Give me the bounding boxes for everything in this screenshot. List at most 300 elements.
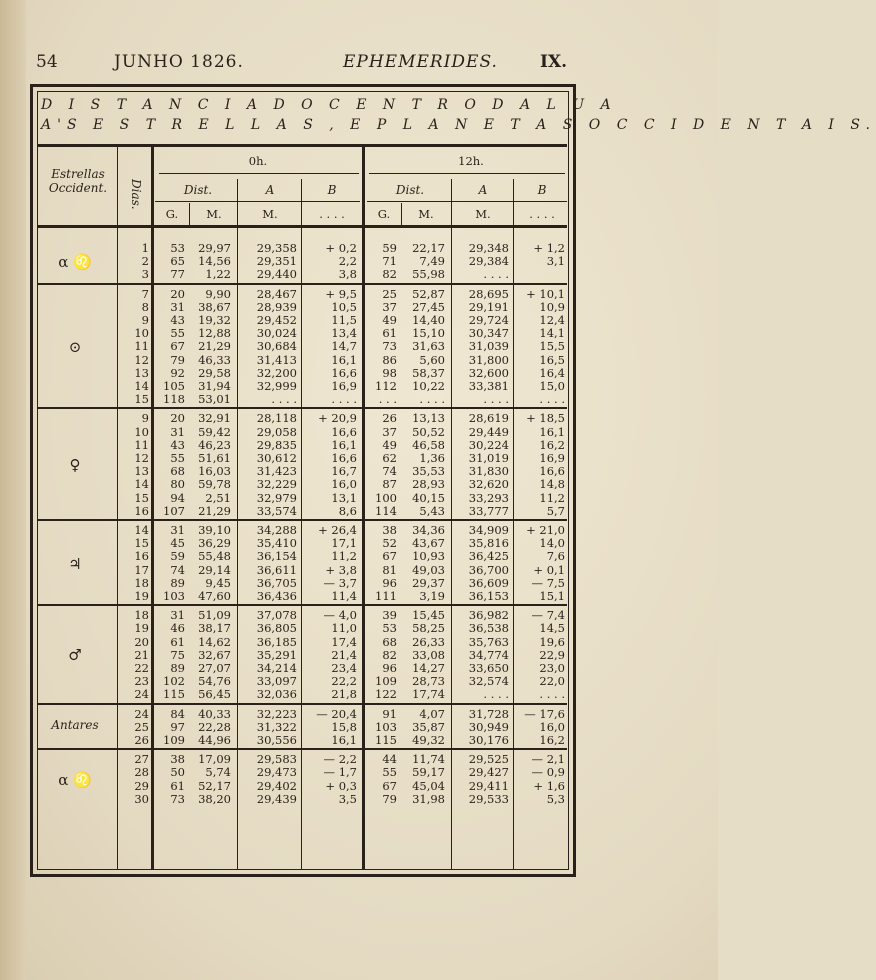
table-cell: 35,53 xyxy=(412,464,445,479)
table-cell: 30,612 xyxy=(256,451,297,465)
table-cell: 17 xyxy=(134,562,149,577)
table-cell: 22,2 xyxy=(331,674,357,689)
table-cell: 29,37 xyxy=(412,575,445,590)
table-cell: 118 xyxy=(163,392,185,407)
table-cell: 59 xyxy=(170,549,185,564)
table-cell: 40,33 xyxy=(198,706,231,721)
table-cell: 29,384 xyxy=(468,254,509,269)
table-cell: + 0,1 xyxy=(533,562,565,577)
table-cell: 9,45 xyxy=(205,575,231,590)
rule-mid xyxy=(362,147,365,869)
table-cell: 15,10 xyxy=(412,326,445,341)
table-caption-line-1: D I S T A N C I A D O C E N T R O D A L U A xyxy=(41,97,617,113)
table-cell: 74 xyxy=(170,562,185,577)
group-separator xyxy=(37,604,567,606)
col-header-m-2: M. xyxy=(418,207,434,221)
table-cell: 17,74 xyxy=(412,687,445,702)
table-cell: 14,56 xyxy=(198,254,231,269)
col-header-dist-1: Dist. xyxy=(183,183,213,197)
table-cell: 23 xyxy=(134,674,149,689)
table-cell: 53 xyxy=(382,621,397,636)
col-header-mm-1: M. xyxy=(262,207,278,221)
table-cell: 30,949 xyxy=(468,719,509,734)
table-cell: 17,09 xyxy=(198,752,231,767)
table-cell: 14,27 xyxy=(412,661,445,675)
table-cell: 29,427 xyxy=(468,765,509,780)
table-cell: 39,10 xyxy=(198,523,231,537)
table-cell: 100 xyxy=(375,490,397,505)
table-cell: 50 xyxy=(170,765,185,780)
table-cell: 71 xyxy=(382,254,397,269)
table-cell: 29,402 xyxy=(256,778,297,793)
table-cell: 26 xyxy=(134,733,149,747)
table-cell: 36,29 xyxy=(198,536,231,551)
table-cell: 21,4 xyxy=(331,647,357,662)
table-cell: 36,611 xyxy=(256,562,297,577)
table-cell: 49,32 xyxy=(412,733,445,747)
table-cell: 3,5 xyxy=(338,791,357,806)
group-separator xyxy=(37,703,567,705)
table-cell: 30,684 xyxy=(256,339,297,354)
table-cell: 33,650 xyxy=(468,661,509,675)
table-cell: 10 xyxy=(134,424,149,439)
table-cell: 36,436 xyxy=(256,589,297,603)
table-cell: 20 xyxy=(170,286,185,301)
table-cell: 2 xyxy=(141,254,149,269)
col-header-g-2: G. xyxy=(377,207,391,221)
table-cell: 32,229 xyxy=(256,477,297,492)
table-cell: 96 xyxy=(382,661,397,675)
table-cell: 31,830 xyxy=(468,464,509,479)
table-cell: 86 xyxy=(382,352,397,367)
table-cell: 3,1 xyxy=(546,254,565,269)
table-cell: 16,1 xyxy=(331,352,357,367)
table-cell: 59,42 xyxy=(198,424,231,439)
table-cell: 30,024 xyxy=(256,326,297,341)
table-cell: 9 xyxy=(141,313,149,327)
table-cell: 15,8 xyxy=(331,719,357,734)
table-cell: . . . . xyxy=(419,392,445,407)
table-cell: 43,67 xyxy=(412,536,445,551)
table-cell: 46,58 xyxy=(412,437,445,452)
table-cell: 28,118 xyxy=(256,411,297,426)
table-cell: 82 xyxy=(382,647,397,662)
table-cell: + 3,8 xyxy=(325,562,357,577)
col-header-b-2: B xyxy=(537,183,547,197)
table-cell: 107 xyxy=(163,503,185,518)
col-header-mm-2: M. xyxy=(475,207,491,221)
table-cell: 122 xyxy=(375,687,397,702)
table-cell: 35,410 xyxy=(256,536,297,551)
rule-star-day xyxy=(117,147,118,869)
table-cell: 59,17 xyxy=(412,765,445,780)
table-cell: 12,88 xyxy=(198,326,231,341)
table-cell: 53,01 xyxy=(198,392,231,407)
page-gutter xyxy=(0,0,26,980)
table-cell: 49 xyxy=(382,313,397,327)
table-cell: 34,909 xyxy=(468,523,509,537)
group-separator xyxy=(37,519,567,521)
table-cell: 15 xyxy=(134,536,149,551)
table-cell: 55 xyxy=(382,765,397,780)
table-cell: 21,29 xyxy=(198,339,231,354)
table-cell: 16,9 xyxy=(539,451,565,465)
col-header-a-2: A xyxy=(478,183,488,197)
table-cell: 45,04 xyxy=(412,778,445,793)
table-cell: 28,467 xyxy=(256,286,297,301)
table-cell: 97 xyxy=(170,719,185,734)
table-cell: 34,774 xyxy=(468,647,509,662)
table-cell: 32,999 xyxy=(256,379,297,393)
table-cell: 36,982 xyxy=(468,608,509,623)
table-cell: 30,224 xyxy=(468,437,509,452)
table-cell: 29,058 xyxy=(256,424,297,439)
table-cell: 31 xyxy=(170,299,185,314)
table-cell: 67 xyxy=(382,778,397,793)
table-cell: 58,37 xyxy=(412,365,445,380)
table-cell: 73 xyxy=(170,791,185,806)
table-cell: 55 xyxy=(170,326,185,341)
table-cell: 13 xyxy=(134,365,149,380)
table-cell: 32,574 xyxy=(468,674,509,689)
table-cell: 44,96 xyxy=(198,733,231,747)
table-cell: 12 xyxy=(134,352,149,367)
table-cell: 75 xyxy=(170,647,185,662)
table-cell: 12,4 xyxy=(539,313,565,327)
star-label: α ♌ xyxy=(58,252,92,271)
table-cell: 10,5 xyxy=(331,299,357,314)
table-cell: 33,574 xyxy=(256,503,297,518)
subheader-rule-2 xyxy=(367,201,567,202)
table-cell: 32,91 xyxy=(198,411,231,426)
group-separator xyxy=(37,748,567,750)
page-number: 54 xyxy=(36,52,58,72)
table-cell: 11 xyxy=(134,437,149,452)
table-cell: . . . . xyxy=(483,687,509,702)
table-cell: 79 xyxy=(382,791,397,806)
table-cell: 102 xyxy=(163,674,185,689)
table-cell: 36,805 xyxy=(256,621,297,636)
table-cell: 35,87 xyxy=(412,719,445,734)
table-cell: 28,93 xyxy=(412,477,445,492)
table-cell: 16 xyxy=(134,549,149,564)
section-number: IX. xyxy=(540,52,568,72)
table-cell: 13 xyxy=(134,464,149,479)
table-cell: 29,533 xyxy=(468,791,509,806)
time-header-0h: 0h. xyxy=(248,154,268,168)
star-label: ♃ xyxy=(68,554,82,573)
table-cell: 16,6 xyxy=(331,451,357,465)
table-cell: 31,98 xyxy=(412,791,445,806)
time-header-12h: 12h. xyxy=(458,154,484,168)
table-cell: 15,5 xyxy=(539,339,565,354)
table-cell: 11,2 xyxy=(539,490,565,505)
table-cell: 16,6 xyxy=(331,365,357,380)
table-cell: — 2,2 xyxy=(323,752,357,767)
table-cell: 37 xyxy=(382,424,397,439)
table-cell: 31,413 xyxy=(256,352,297,367)
table-cell: 62 xyxy=(382,451,397,465)
table-cell: 5,7 xyxy=(546,503,565,518)
table-cell: 19 xyxy=(134,589,149,603)
table-cell: 29,358 xyxy=(256,241,297,255)
table-cell: 38,17 xyxy=(198,621,231,636)
table-cell: 59,78 xyxy=(198,477,231,492)
table-cell: 98 xyxy=(382,365,397,380)
table-cell: 22,0 xyxy=(539,674,565,689)
table-cell: 29,583 xyxy=(256,752,297,767)
table-cell: 7,6 xyxy=(546,549,565,564)
col-header-b-1: B xyxy=(327,183,337,197)
table-cell: 38,67 xyxy=(198,299,231,314)
table-cell: 36,154 xyxy=(256,549,297,564)
table-cell: 35,291 xyxy=(256,647,297,662)
table-cell: 89 xyxy=(170,661,185,675)
table-cell: 17,4 xyxy=(331,634,357,649)
table-cell: 40,15 xyxy=(412,490,445,505)
table-cell: 33,777 xyxy=(468,503,509,518)
table-cell: 16,03 xyxy=(198,464,231,479)
table-cell: 16,1 xyxy=(331,733,357,747)
table-cell: 15,0 xyxy=(539,379,565,393)
table-cell: 39 xyxy=(382,608,397,623)
table-cell: 31,039 xyxy=(468,339,509,354)
table-cell: 10 xyxy=(134,326,149,341)
table-cell: 22,17 xyxy=(412,241,445,255)
star-label: ♀ xyxy=(69,456,81,475)
table-cell: 23,0 xyxy=(539,661,565,675)
table-cell: 36,185 xyxy=(256,634,297,649)
table-cell: 68 xyxy=(382,634,397,649)
table-cell: 14,62 xyxy=(198,634,231,649)
table-cell: 46,33 xyxy=(198,352,231,367)
table-cell: 3,8 xyxy=(338,267,357,282)
table-cell: 28 xyxy=(134,765,149,780)
table-cell: 109 xyxy=(163,733,185,747)
table-cell: . . . . xyxy=(539,392,565,407)
table-cell: 29,440 xyxy=(256,267,297,282)
table-cell: 115 xyxy=(375,733,397,747)
table-cell: . . . . xyxy=(539,687,565,702)
table-cell: 34,36 xyxy=(412,523,445,537)
table-cell: 16 xyxy=(134,503,149,518)
rule-day-data xyxy=(151,147,154,869)
table-cell: 13,13 xyxy=(412,411,445,426)
table-cell: 32,67 xyxy=(198,647,231,662)
table-cell: 3 xyxy=(141,267,149,282)
table-cell: 82 xyxy=(382,267,397,282)
table-cell: 19 xyxy=(134,621,149,636)
table-cell: 34,288 xyxy=(256,523,297,537)
table-cell: 8 xyxy=(141,299,149,314)
col-header-m-1: M. xyxy=(206,207,222,221)
table-cell: 45 xyxy=(170,536,185,551)
table-cell: 16,7 xyxy=(331,464,357,479)
table-cell: 16,0 xyxy=(539,719,565,734)
table-cell: 36,609 xyxy=(468,575,509,590)
table-cell: 52,17 xyxy=(198,778,231,793)
col-header-dots-1: . . . . xyxy=(319,207,345,221)
table-cell: 111 xyxy=(375,589,397,603)
running-head-month: JUNHO 1826. xyxy=(114,52,244,72)
table-cell: 54,76 xyxy=(198,674,231,689)
table-cell: 14,5 xyxy=(539,621,565,636)
running-head xyxy=(36,52,568,74)
table-cell: 13,1 xyxy=(331,490,357,505)
table-cell: 43 xyxy=(170,437,185,452)
table-cell: 29,525 xyxy=(468,752,509,767)
table-cell: 16,9 xyxy=(331,379,357,393)
table-cell: + 1,6 xyxy=(533,778,565,793)
table-cell: 14 xyxy=(134,523,149,537)
star-label: Antares xyxy=(51,718,99,733)
table-cell: 20 xyxy=(134,634,149,649)
table-cell: + 0,3 xyxy=(325,778,357,793)
table-cell: 46,23 xyxy=(198,437,231,452)
table-cell: 10,9 xyxy=(539,299,565,314)
rule-g2 xyxy=(401,203,402,225)
table-cell: + 9,5 xyxy=(325,286,357,301)
table-cell: 16,6 xyxy=(331,424,357,439)
table-cell: 59 xyxy=(382,241,397,255)
table-cell: 19,6 xyxy=(539,634,565,649)
table-cell: 80 xyxy=(170,477,185,492)
table-cell: — 4,0 xyxy=(323,608,357,623)
table-cell: 79 xyxy=(170,352,185,367)
table-cell: 11 xyxy=(134,339,149,354)
table-cell: 14,0 xyxy=(539,536,565,551)
table-cell: 21,29 xyxy=(198,503,231,518)
table-cell: 30,176 xyxy=(468,733,509,747)
subheader-rule-1 xyxy=(155,201,360,202)
table-cell: — 7,4 xyxy=(531,608,565,623)
table-cell: + 0,2 xyxy=(325,241,357,255)
group-separator xyxy=(37,283,567,285)
table-cell: 5,60 xyxy=(419,352,445,367)
table-cell: 55,48 xyxy=(198,549,231,564)
table-cell: 16,2 xyxy=(539,437,565,452)
table-cell: 16,2 xyxy=(539,733,565,747)
time-brace-1 xyxy=(159,173,359,174)
table-cell: 84 xyxy=(170,706,185,721)
table-cell: 77 xyxy=(170,267,185,282)
table-cell: 7,49 xyxy=(419,254,445,269)
table-cell: 33,293 xyxy=(468,490,509,505)
table-cell: 32,200 xyxy=(256,365,297,380)
table-cell: 29,351 xyxy=(256,254,297,269)
table-cell: 30 xyxy=(134,791,149,806)
table-cell: 67 xyxy=(382,549,397,564)
table-cell: 91 xyxy=(382,706,397,721)
table-cell: 51,61 xyxy=(198,451,231,465)
table-cell: 61 xyxy=(170,778,185,793)
table-cell: — 20,4 xyxy=(316,706,357,721)
table-cell: 9 xyxy=(141,411,149,426)
table-cell: 26 xyxy=(382,411,397,426)
table-cell: 31,019 xyxy=(468,451,509,465)
table-cell: 38,20 xyxy=(198,791,231,806)
table-cell: 31,423 xyxy=(256,464,297,479)
table-cell: 32,620 xyxy=(468,477,509,492)
table-cell: 16,1 xyxy=(539,424,565,439)
table-cell: 16,0 xyxy=(331,477,357,492)
table-cell: 58,25 xyxy=(412,621,445,636)
table-cell: 35,816 xyxy=(468,536,509,551)
table-cell: 37,078 xyxy=(256,608,297,623)
table-cell: 114 xyxy=(375,503,397,518)
table-cell: 8,6 xyxy=(338,503,357,518)
table-cell: . . . . xyxy=(331,392,357,407)
table-cell: 2,51 xyxy=(205,490,231,505)
table-cell: 27 xyxy=(134,752,149,767)
table-cell: 28,939 xyxy=(256,299,297,314)
table-cell: 1,36 xyxy=(419,451,445,465)
table-cell: 29,835 xyxy=(256,437,297,452)
table-cell: + 1,2 xyxy=(533,241,565,255)
table-cell: 23,4 xyxy=(331,661,357,675)
table-cell: 29,439 xyxy=(256,791,297,806)
table-cell: 9,90 xyxy=(205,286,231,301)
table-caption-line-2: A'S E S T R E L L A S , E P L A N E T A S O C C I D E N T A I S. xyxy=(41,117,876,133)
table-cell: 96 xyxy=(382,575,397,590)
table-cell: 103 xyxy=(163,589,185,603)
table-cell: 105 xyxy=(163,379,185,393)
table-cell: — 3,7 xyxy=(323,575,357,590)
table-cell: 32,979 xyxy=(256,490,297,505)
table-cell: 52,87 xyxy=(412,286,445,301)
table-cell: 21 xyxy=(134,647,149,662)
table-cell: + 10,1 xyxy=(526,286,565,301)
table-cell: 16,4 xyxy=(539,365,565,380)
table-cell: 12 xyxy=(134,451,149,465)
table-cell: 37 xyxy=(382,299,397,314)
table-cell: 22 xyxy=(134,661,149,675)
table-cell: 14,1 xyxy=(539,326,565,341)
table-cell: 36,538 xyxy=(468,621,509,636)
table-cell: — 17,6 xyxy=(524,706,565,721)
table-cell: 68 xyxy=(170,464,185,479)
table-cell: 29,473 xyxy=(256,765,297,780)
table-cell: 35,763 xyxy=(468,634,509,649)
table-cell: 16,5 xyxy=(539,352,565,367)
table-cell: 36,705 xyxy=(256,575,297,590)
table-cell: 31 xyxy=(170,424,185,439)
table-cell: 92 xyxy=(170,365,185,380)
table-cell: 29,14 xyxy=(198,562,231,577)
table-cell: 33,08 xyxy=(412,647,445,662)
table-cell: 14,8 xyxy=(539,477,565,492)
table-cell: 32,223 xyxy=(256,706,297,721)
table-cell: — 7,5 xyxy=(531,575,565,590)
table-cell: 29,348 xyxy=(468,241,509,255)
table-cell: 5,3 xyxy=(546,791,565,806)
table-cell: + 26,4 xyxy=(318,523,357,537)
table-cell: 1 xyxy=(141,241,149,255)
table-cell: 19,32 xyxy=(198,313,231,327)
table-cell: 49 xyxy=(382,437,397,452)
table-cell: 15 xyxy=(134,392,149,407)
running-head-title: EPHEMERIDES. xyxy=(343,52,498,72)
table-cell: 28,695 xyxy=(468,286,509,301)
table-cell: 15,1 xyxy=(539,589,565,603)
table-cell: 11,0 xyxy=(331,621,357,636)
table-cell: 24 xyxy=(134,687,149,702)
table-cell: 20 xyxy=(170,411,185,426)
table-cell: 14,7 xyxy=(331,339,357,354)
table-cell: 3,19 xyxy=(419,589,445,603)
table-cell: 29,411 xyxy=(468,778,509,793)
table-cell: 94 xyxy=(170,490,185,505)
